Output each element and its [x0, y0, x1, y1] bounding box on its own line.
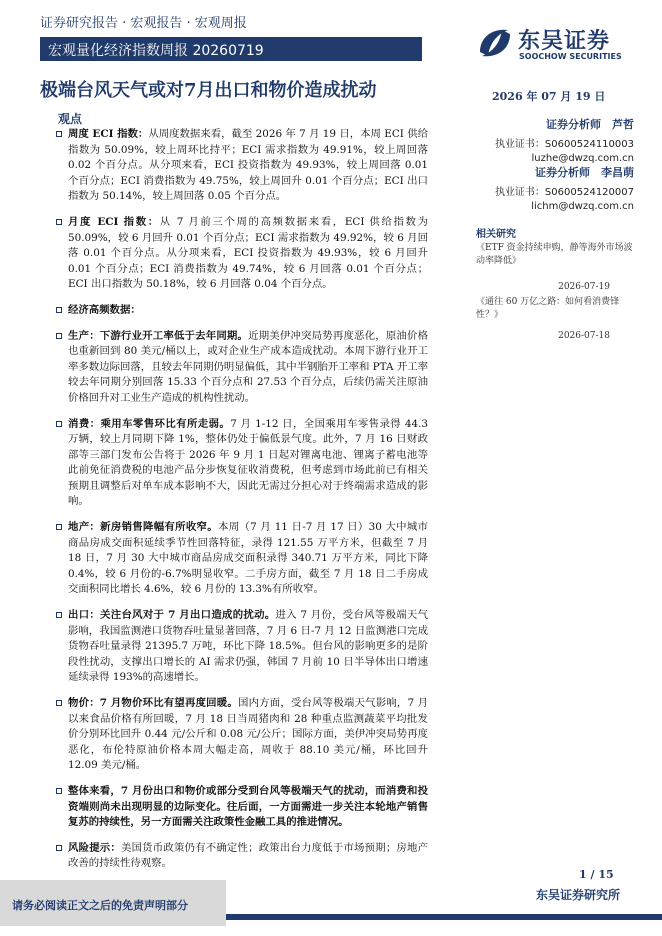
report-name: 宏观量化经济指数周报 20260719 — [48, 43, 264, 59]
analyst-email[interactable]: luzhe@dwzq.com.cn — [531, 153, 634, 164]
bullet-icon — [56, 307, 62, 313]
item-lead: 生产：下游行业开工率低于去年同期。 — [68, 329, 249, 342]
item-lead: 出口：关注台风对于 7 月出口造成的扰动。 — [68, 609, 276, 622]
main-content — [56, 127, 428, 882]
list-item — [56, 303, 428, 319]
logo-english: SOOCHOW SECURITIES — [519, 52, 622, 61]
bullet-icon — [56, 788, 62, 794]
bullet-icon — [56, 612, 62, 618]
risk-item — [56, 841, 428, 872]
bullet-icon — [56, 421, 62, 427]
list-item — [56, 329, 428, 407]
footer-divider — [226, 914, 662, 920]
related-research-item[interactable]: 《ETF 资金持续申购，静等海外市场波动率降低》 — [476, 243, 633, 266]
report-category: 证券研究报告 · 宏观报告 · 宏观周报 — [40, 16, 247, 31]
report-date: 2026 年 07 月 19 日 — [492, 90, 606, 103]
list-item — [56, 417, 428, 511]
item-text: 国内方面，受台风等极端天气影响，7 月以来食品价格有所回暖，7 月 18 日当周猪肉和 28 种重点监测蔬菜平均批发价分别环比回升 0.44 元/公斤和 0.08 元/公斤；国际方面，美伊冲突局势再度恶化，布伦特原油价格本周大幅走高，周收于 88.10 美元/桶，环比回升 12.09 美元/桶。 — [68, 697, 428, 772]
analyst-card — [495, 164, 634, 212]
item-lead: 地产：新房销售降幅有所收窄。 — [68, 521, 218, 534]
item-text: 近期美伊冲突局势再度恶化，原油价格也重新回到 80 美元/桶以上，或对企业生产成本造成扰动。本周下游行业开工率多数边际回落，且较去年同期仍明显偏低，其中半钢胎开工率和 PTA 开工率较去年同期分别回落 15.33 个百分点和 27.53 个百分点，后续仍需关注原油价格回升对工业生产造成的机构性扰动。 — [68, 329, 429, 404]
list-item — [56, 696, 428, 774]
related-research-date: 2026-07-19 — [558, 282, 610, 292]
item-text: 7 月 1-12 日，全国乘用车零售录得 44.3 万辆，较上月同期下降 1%，整体仍处于偏低景气度。此外，7 月 16 日财政部等三部门发布公告将于 2026 年 9 月 1 日起对锂离电池、锂离子蓄电池等此前免征消费税的电池产品分步恢复征收消费税，但考虑到市场此前已有相关预期且调整后对单车成本影响不大，因此无需过分担心对于终端需求造成的影响。 — [68, 417, 428, 508]
item-text: 本周（7 月 11 日-7 月 17 日）30 大中城市商品房成交面积延续季节性回落特征，录得 121.55 万平方米，但截至 7 月 18 日，7 月 30 大中城市商品房成交面积录得 340.71 万平方米，同比下降 0.4%，较 6 月份的-6.7%明显收窄。二手房方面，截至 7 月 18 日二手房成交面积同比增长 4.6%，较 6 月份的 13.3%有所收窄。 — [68, 521, 428, 596]
item-text: 从 7 月前三个周的高频数据来看，ECI 供给指数为 50.09%，较 6 月回升 0.01 个百分点；ECI 需求指数为 49.92%，较 6 月回落 0.01 个百分点。从分项来看，ECI 投资指数为 49.93%，较 6 月回升 0.01 个百分点；ECI 消费指数为 49.74%，较 6 月回落 0.01 个百分点；ECI 出口指数为 50.18%，较 6 月回落 0.04 个百分点。 — [68, 215, 428, 291]
disclaimer-text: 请务必阅读正文之后的免责声明部分 — [12, 899, 188, 912]
list-item — [56, 608, 428, 686]
related-research-title: 相关研究 — [476, 229, 516, 240]
item-lead: 经济高频数据： — [68, 303, 141, 316]
item-lead: 风险提示： — [68, 841, 121, 854]
analyst-name: 证券分析师 李昌萌 — [535, 166, 634, 179]
item-lead: 物价：7 月物价环比有望再度回暖。 — [68, 697, 238, 709]
institute-name: 东吴证券研究所 — [536, 888, 621, 902]
related-research-item[interactable]: 《通往 60 万亿之路：如何看消费锋性？》 — [476, 297, 620, 320]
bullet-icon — [56, 524, 62, 530]
page-number: 1 / 15 — [579, 868, 614, 881]
page-title: 极端台风天气或对7月出口和物价造成扰动 — [40, 80, 377, 101]
logo-text: 东吴证券 — [518, 29, 611, 54]
summary-text: 整体来看，7 月份出口和物价或部分受到台风等极端天气的扰动，而消费和投资端则尚未出现明显的边际变化。往后面，一方面需进一步关注本轮地产销售复苏的持续性，另一方面需关注政策性金融工具的推进情况。 — [68, 784, 428, 829]
analyst-cert: 执业证书：S0600524120007 — [494, 187, 634, 198]
list-item — [56, 215, 428, 293]
item-text: 进入 7 月份，受台风等极端天气影响，我国监测港口货物吞吐量显著回落，7 月 6 日-7 月 12 日监测港口完成货物吞吐量录得 21395.7 万吨，环比下降 18.5%。但台风的影响更多的是阶段性扰动，支撑出口增长的 AI 需求仍强，韩国 7 月前 10 日半导体出口增速延续录得 193%的高速增长。 — [68, 609, 428, 684]
item-lead: 周度 ECI 指数： — [68, 128, 149, 140]
company-logo — [474, 22, 624, 68]
item-text: 从周度数据来看，截至 2026 年 7 月 19 日，本周 ECI 供给指数为 50.09%，较上周环比持平；ECI 需求指数为 49.91%，较上周回落 0.02 个百分点。从分项来看，ECI 投资指数为 49.93%，较上周回落 0.01 个百分点；ECI 消费指数为 49.75%，较上周回升 0.01 个百分点；ECI 出口指数为 50.14%，较上周回落 0.05 个百分点。 — [68, 128, 428, 203]
bullet-icon — [56, 333, 62, 339]
item-text: 美国货币政策仍有不确定性；政策出台力度低于市场预期；房地产改善的持续性待观察。 — [68, 841, 429, 870]
analyst-cert: 执业证书：S0600524110003 — [494, 139, 634, 150]
viewpoint-heading: 观点 — [58, 112, 83, 126]
bullet-icon — [56, 845, 62, 851]
list-item — [56, 520, 428, 598]
logo-mark-icon — [474, 22, 516, 64]
related-research-date: 2026-07-18 — [558, 331, 610, 341]
bullet-icon — [56, 219, 62, 225]
item-lead: 消费：乘用车零售环比有所走弱。 — [68, 417, 231, 430]
bullet-icon — [56, 700, 62, 706]
bullet-icon — [56, 131, 62, 137]
analyst-card — [495, 116, 634, 164]
list-item — [56, 127, 428, 205]
analyst-email[interactable]: lichm@dwzq.com.cn — [531, 201, 634, 212]
analyst-name: 证券分析师 芦哲 — [546, 118, 634, 131]
summary-item — [56, 784, 428, 831]
item-lead: 月度 ECI 指数： — [68, 215, 160, 228]
